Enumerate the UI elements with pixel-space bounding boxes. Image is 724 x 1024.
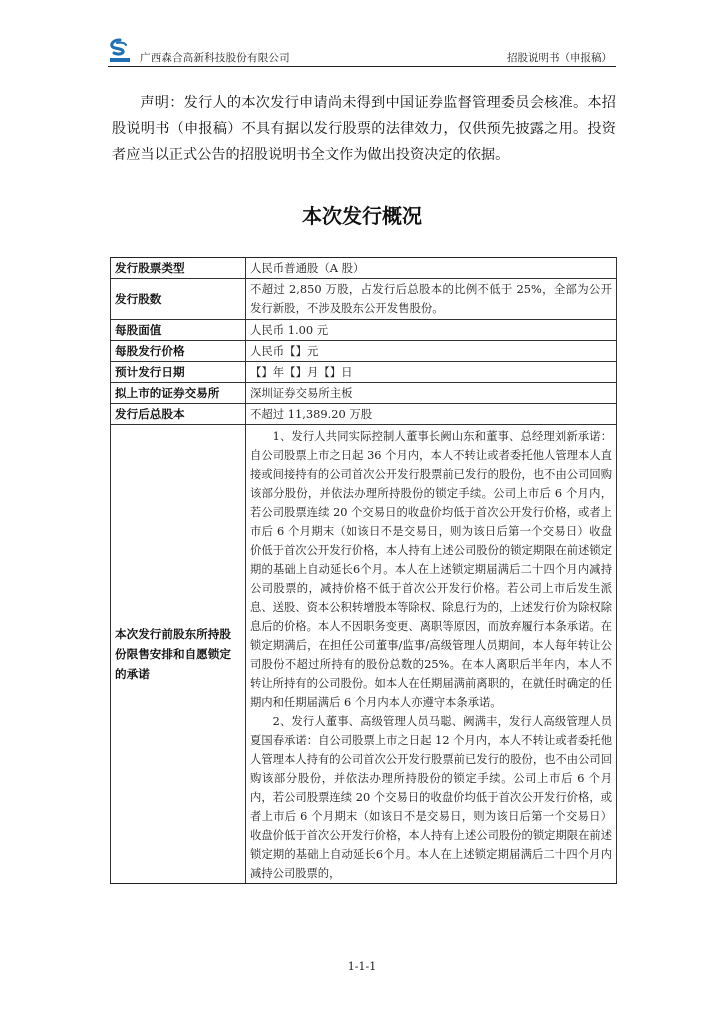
row-label: 发行股票类型 [111, 258, 246, 279]
company-logo [108, 38, 132, 64]
row-label: 拟上市的证券交易所 [111, 383, 246, 404]
table-row [111, 383, 617, 404]
commitment-paragraph: 1、发行人共同实际控制人董事长阙山东和董事、总经理刘新承诺：自公司股票上市之日起 36 个月内，本人不转让或者委托他人管理本人直接或间接持有的公司首次公开发行股票前已发行的股份，也不由公司回购该部分股份，并依法办理所持股份的锁定手续。公司上市后 6 个月内，若公司股票连续 20 个交易日的收盘价均低于首次公开发行价格，或者上市后 6 个月期末（如该日不是交易日，则为该日后第一个交易日）收盘价低于首次公开发行价格，本人持有上述公司股份的锁定期限在前述锁定期的基础上自动延长6个月。本人在上述锁定期届满后二十四个月内减持公司股票的，减持价格不低于首次公开发行价格。若公司上市后发生派息、送股、资本公积转增股本等除权、除息行为的，上述发行价为除权除息后的价格。本人不因职务变更、离职等原因，而放弃履行本条承诺。在锁定期满后，在担任公司董事/监事/高级管理人员期间，本人每年转让公司股份不超过所持有的股份总数的25%。在本人离职后半年内，本人不转让所持有的公司股份。如本人在任期届满前离职的，在就任时确定的任期内和任期届满后 6 个月内本人亦遵守本条承诺。 [250, 430, 612, 709]
row-value: 人民币 1.00 元 [246, 320, 617, 341]
page-header [108, 38, 616, 67]
row-label: 预计发行日期 [111, 362, 246, 383]
table-row [111, 258, 617, 279]
row-value: 不超过 11,389.20 万股 [246, 404, 617, 425]
row-value: 人民币普通股（A 股） [246, 258, 617, 279]
row-label: 每股发行价格 [111, 341, 246, 362]
document-type: 招股说明书（申报稿） [507, 52, 612, 64]
row-value: 人民币【】元 [246, 341, 617, 362]
row-value: 【】年【】月【】日 [246, 362, 617, 383]
page-title: 本次发行概况 [302, 204, 422, 228]
row-label: 发行后总股本 [111, 404, 246, 425]
row-label: 发行股数 [111, 279, 246, 320]
table-row [111, 279, 617, 320]
row-label: 本次发行前股东所持股份限售安排和自愿锁定的承诺 [111, 425, 246, 884]
offering-overview-table [110, 257, 617, 884]
table-row [111, 362, 617, 383]
table-row [111, 341, 617, 362]
row-label: 每股面值 [111, 320, 246, 341]
table-row [111, 404, 617, 425]
lockup-commitment-text [246, 425, 617, 884]
page-number: 1-1-1 [347, 960, 377, 973]
commitment-paragraph: 2、发行人董事、高级管理人员马聪、阙满丰，发行人高级管理人员夏国春承诺：自公司股票上市之日起 12 个月内，本人不转让或者委托他人管理本人持有的公司首次公开发行股票前已发行的股份，也不由公司回购该部分股份，并依法办理所持股份的锁定手续。公司上市后 6 个月内，若公司股票连续 20 个交易日的收盘价均低于首次公开发行价格，或者上市后 6 个月期末（如该日不是交易日，则为该日后第一个交易日）收盘价低于首次公开发行价格，本人持有上述公司股份的锁定期限在前述锁定期的基础上自动延长6个月。本人在上述锁定期届满后二十四个月内减持公司股票的， [250, 715, 612, 880]
table-row-lockup [111, 425, 617, 884]
row-value: 不超过 2,850 万股，占发行后总股本的比例不低于 25%，全部为公开发行新股，不涉及股东公开发售股份。 [246, 279, 617, 320]
company-name: 广西森合高新科技股份有限公司 [140, 52, 290, 64]
disclaimer-statement: 声明：发行人的本次发行申请尚未得到中国证券监督管理委员会核准。本招股说明书（申报稿）不具有据以发行股票的法律效力，仅供预先披露之用。投资者应当以正式公告的招股说明书全文作为做出投资决定的依据。 [112, 95, 616, 163]
table-row [111, 320, 617, 341]
row-value: 深圳证券交易所主板 [246, 383, 617, 404]
